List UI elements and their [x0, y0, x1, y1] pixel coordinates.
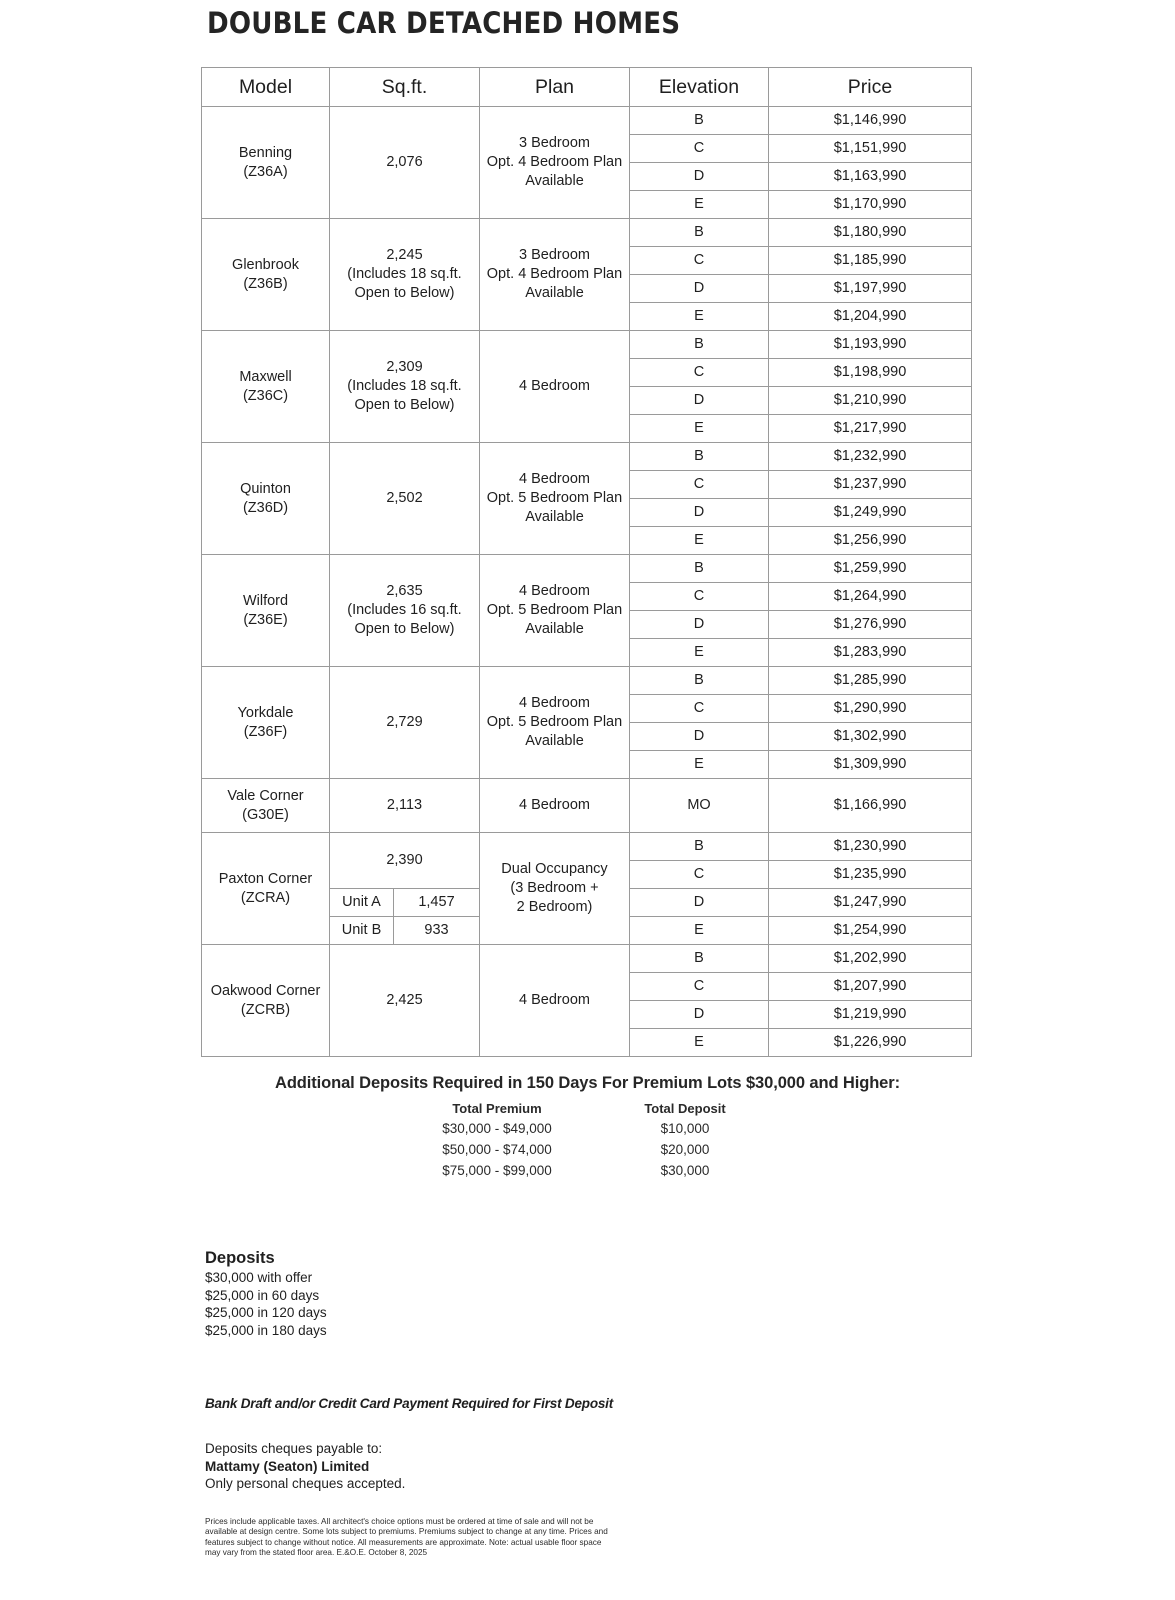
- plan-line: Available: [525, 173, 584, 189]
- price-cell: $1,254,990: [769, 917, 972, 945]
- price-cell: $1,290,990: [769, 695, 972, 723]
- table-row: [202, 331, 972, 359]
- model-cell: [202, 667, 330, 779]
- price-cell: $1,226,990: [769, 1029, 972, 1057]
- premium-range: $50,000 - $74,000: [442, 1142, 552, 1157]
- model-name: Maxwell: [239, 368, 292, 385]
- sqft-cell: [330, 219, 480, 331]
- plan-line: Available: [525, 509, 584, 525]
- model-cell: [202, 555, 330, 667]
- price-cell: $1,170,990: [769, 191, 972, 219]
- elevation-cell: E: [630, 303, 769, 331]
- additional-deposits-row: [0, 1121, 1175, 1142]
- plan-line: (3 Bedroom +: [510, 880, 599, 896]
- deposit-item: $25,000 in 60 days: [205, 1287, 320, 1303]
- model-code: (Z36D): [242, 499, 289, 516]
- sqft-note: Open to Below): [354, 285, 455, 301]
- cheques-payable-label: Deposits cheques payable to:: [205, 1441, 383, 1456]
- price-cell: $1,202,990: [769, 945, 972, 973]
- plan-cell: [480, 219, 630, 331]
- sqft-note: (Includes 18 sq.ft.: [347, 266, 462, 282]
- elevation-cell: B: [630, 667, 769, 695]
- header-total-deposit: Total Deposit: [644, 1101, 726, 1116]
- deposit-item: $25,000 in 120 days: [205, 1305, 327, 1320]
- cheques-note: Only personal cheques accepted.: [205, 1476, 406, 1491]
- elevation-cell: B: [630, 833, 769, 861]
- plan-cell: [480, 107, 630, 219]
- header-elevation: Elevation: [630, 68, 769, 107]
- elevation-cell: D: [630, 275, 769, 303]
- sqft-note: (Includes 18 sq.ft.: [347, 378, 462, 394]
- plan-cell: [480, 555, 630, 667]
- plan-line: Available: [525, 285, 584, 301]
- elevation-cell: E: [630, 527, 769, 555]
- sqft-cell: [330, 945, 480, 1057]
- model-cell: [202, 107, 330, 219]
- price-cell: $1,256,990: [769, 527, 972, 555]
- elevation-cell: E: [630, 751, 769, 779]
- elevation-cell: D: [630, 387, 769, 415]
- model-cell: [202, 945, 330, 1057]
- plan-line: Available: [525, 733, 584, 749]
- elevation-cell: D: [630, 163, 769, 191]
- price-cell: $1,285,990: [769, 667, 972, 695]
- sqft-cell: [330, 833, 480, 889]
- elevation-cell: C: [630, 583, 769, 611]
- elevation-cell: MO: [630, 779, 769, 833]
- unit-sqft: 1,457: [394, 889, 480, 917]
- price-cell: $1,146,990: [769, 107, 972, 135]
- model-cell: [202, 779, 330, 833]
- table-row: [202, 779, 972, 833]
- plan-line: Available: [525, 621, 584, 637]
- sqft-value: 2,729: [386, 714, 423, 730]
- additional-deposits-table: [0, 1101, 1175, 1184]
- price-cell: $1,198,990: [769, 359, 972, 387]
- plan-line: 2 Bedroom): [516, 899, 593, 915]
- price-cell: $1,230,990: [769, 833, 972, 861]
- plan-line: 4 Bedroom: [519, 378, 590, 394]
- unit-label: Unit B: [330, 917, 394, 945]
- plan-line: Opt. 5 Bedroom Plan: [486, 602, 623, 618]
- price-cell: $1,302,990: [769, 723, 972, 751]
- elevation-cell: E: [630, 415, 769, 443]
- model-code: (ZCRB): [240, 1001, 291, 1018]
- elevation-cell: B: [630, 443, 769, 471]
- plan-cell: [480, 443, 630, 555]
- deposit-amount: $30,000: [660, 1163, 710, 1178]
- sqft-note: Open to Below): [354, 621, 455, 637]
- table-body: [202, 107, 972, 1057]
- header-model: Model: [202, 68, 330, 107]
- price-cell: $1,283,990: [769, 639, 972, 667]
- price-cell: $1,204,990: [769, 303, 972, 331]
- model-name: Vale Corner: [227, 787, 304, 804]
- model-code: (Z36A): [243, 163, 288, 180]
- price-cell: $1,247,990: [769, 889, 972, 917]
- sqft-cell: [330, 107, 480, 219]
- plan-line: 4 Bedroom: [519, 471, 590, 487]
- model-code: (Z36F): [243, 723, 288, 740]
- sqft-value: 2,076: [386, 154, 423, 170]
- additional-deposits-header: [0, 1101, 1175, 1121]
- model-cell: [202, 331, 330, 443]
- elevation-cell: D: [630, 723, 769, 751]
- elevation-cell: B: [630, 555, 769, 583]
- sqft-value: 2,502: [386, 490, 423, 506]
- price-cell: $1,180,990: [769, 219, 972, 247]
- sqft-value: 2,113: [386, 797, 423, 813]
- sqft-value: 2,309: [386, 359, 423, 375]
- deposit-item: $30,000 with offer: [205, 1270, 313, 1285]
- deposit-amount: $10,000: [660, 1121, 710, 1136]
- sqft-value: 2,425: [386, 992, 423, 1008]
- sqft-cell: [330, 667, 480, 779]
- plan-line: Opt. 5 Bedroom Plan: [486, 490, 623, 506]
- elevation-cell: C: [630, 861, 769, 889]
- elevation-cell: D: [630, 889, 769, 917]
- sqft-cell: [330, 331, 480, 443]
- additional-deposits-row: [0, 1142, 1175, 1163]
- elevation-cell: E: [630, 1029, 769, 1057]
- plan-line: Opt. 5 Bedroom Plan: [486, 714, 623, 730]
- sqft-cell: [330, 443, 480, 555]
- elevation-cell: E: [630, 191, 769, 219]
- elevation-cell: C: [630, 135, 769, 163]
- price-cell: $1,193,990: [769, 331, 972, 359]
- price-cell: $1,249,990: [769, 499, 972, 527]
- table-row: [202, 443, 972, 471]
- table-row: [202, 667, 972, 695]
- elevation-cell: C: [630, 359, 769, 387]
- price-cell: $1,235,990: [769, 861, 972, 889]
- plan-cell: [480, 779, 630, 833]
- fine-print-disclaimer: Prices include applicable taxes. All architect's choice options must be ordered at time of sale and will not be available at design centre. Some lots subject to premiums. Premiums subject to change at any time. Prices and features subject to change without notice. All measurements are approximate. Note: actual usable floor space may vary from the stated floor area. E.&O.E. October 8, 2025: [205, 1517, 608, 1558]
- price-cell: $1,232,990: [769, 443, 972, 471]
- plan-line: 4 Bedroom: [519, 695, 590, 711]
- elevation-cell: D: [630, 1001, 769, 1029]
- elevation-cell: B: [630, 945, 769, 973]
- deposit-item: $25,000 in 180 days: [205, 1322, 327, 1338]
- plan-line: 4 Bedroom: [519, 583, 590, 599]
- additional-deposits-section: [0, 1074, 1175, 1093]
- price-cell: $1,264,990: [769, 583, 972, 611]
- header-total-premium: Total Premium: [452, 1101, 542, 1116]
- table-row: [202, 555, 972, 583]
- model-cell: [202, 443, 330, 555]
- additional-deposits-row: [0, 1163, 1175, 1184]
- plan-line: 4 Bedroom: [519, 797, 590, 813]
- model-name: Benning: [238, 144, 293, 161]
- table-row: [202, 945, 972, 973]
- plan-line: 3 Bedroom: [519, 247, 590, 263]
- price-cell: $1,163,990: [769, 163, 972, 191]
- model-code: (G30E): [242, 806, 289, 823]
- price-cell: $1,276,990: [769, 611, 972, 639]
- price-cell: $1,210,990: [769, 387, 972, 415]
- model-name: Paxton Corner: [218, 870, 313, 887]
- sqft-note: Open to Below): [354, 397, 455, 413]
- model-code: (ZCRA): [240, 889, 291, 906]
- model-name: Glenbrook: [232, 256, 299, 273]
- price-cell: $1,259,990: [769, 555, 972, 583]
- additional-deposits-title: Additional Deposits Required in 150 Days For Premium Lots $30,000 and Higher:: [275, 1074, 900, 1092]
- sqft-note: (Includes 16 sq.ft.: [347, 602, 462, 618]
- price-cell: $1,185,990: [769, 247, 972, 275]
- premium-range: $75,000 - $99,000: [442, 1163, 552, 1178]
- price-cell: $1,166,990: [769, 779, 972, 833]
- elevation-cell: B: [630, 107, 769, 135]
- table-row: [202, 107, 972, 135]
- cheques-section: [205, 1440, 405, 1493]
- elevation-cell: C: [630, 973, 769, 1001]
- model-name: Oakwood Corner: [210, 982, 321, 999]
- elevation-cell: D: [630, 499, 769, 527]
- price-cell: $1,151,990: [769, 135, 972, 163]
- plan-line: Opt. 4 Bedroom Plan: [486, 154, 623, 170]
- plan-line: Dual Occupancy: [501, 861, 608, 877]
- deposits-heading: Deposits: [205, 1249, 275, 1267]
- cheques-payee: Mattamy (Seaton) Limited: [205, 1458, 370, 1474]
- elevation-cell: C: [630, 247, 769, 275]
- sqft-value: 2,390: [386, 852, 423, 868]
- unit-sqft: 933: [394, 917, 480, 945]
- price-cell: $1,309,990: [769, 751, 972, 779]
- deposits-section: [205, 1248, 327, 1339]
- model-name: Yorkdale: [237, 704, 294, 721]
- plan-cell: [480, 667, 630, 779]
- table-header-row: [202, 68, 972, 107]
- page-title: DOUBLE CAR DETACHED HOMES: [207, 6, 681, 40]
- elevation-cell: E: [630, 639, 769, 667]
- header-plan: Plan: [480, 68, 630, 107]
- model-name: Wilford: [242, 592, 289, 609]
- elevation-cell: B: [630, 219, 769, 247]
- plan-line: 3 Bedroom: [519, 135, 590, 151]
- unit-label: Unit A: [330, 889, 394, 917]
- bank-draft-note: Bank Draft and/or Credit Card Payment Required for First Deposit: [205, 1396, 614, 1411]
- model-code: (Z36B): [243, 275, 288, 292]
- elevation-cell: E: [630, 917, 769, 945]
- plan-cell: [480, 833, 630, 945]
- elevation-cell: D: [630, 611, 769, 639]
- elevation-cell: B: [630, 331, 769, 359]
- price-cell: $1,207,990: [769, 973, 972, 1001]
- plan-cell: [480, 945, 630, 1057]
- price-cell: $1,217,990: [769, 415, 972, 443]
- price-table: [201, 67, 972, 1057]
- model-cell: [202, 219, 330, 331]
- sqft-cell: [330, 555, 480, 667]
- price-cell: $1,219,990: [769, 1001, 972, 1029]
- table-row: [202, 833, 972, 861]
- table-row: [202, 219, 972, 247]
- sqft-value: 2,245: [386, 247, 423, 263]
- price-cell: $1,237,990: [769, 471, 972, 499]
- premium-range: $30,000 - $49,000: [442, 1121, 552, 1136]
- header-price: Price: [769, 68, 972, 107]
- plan-cell: [480, 331, 630, 443]
- model-name: Quinton: [240, 480, 291, 497]
- model-cell: [202, 833, 330, 945]
- elevation-cell: C: [630, 695, 769, 723]
- sqft-value: 2,635: [386, 583, 423, 599]
- sqft-cell: [330, 779, 480, 833]
- model-code: (Z36E): [243, 611, 288, 628]
- deposit-amount: $20,000: [660, 1142, 710, 1157]
- plan-line: 4 Bedroom: [519, 992, 590, 1008]
- model-code: (Z36C): [242, 387, 289, 404]
- plan-line: Opt. 4 Bedroom Plan: [486, 266, 623, 282]
- header-sqft: Sq.ft.: [330, 68, 480, 107]
- price-cell: $1,197,990: [769, 275, 972, 303]
- elevation-cell: C: [630, 471, 769, 499]
